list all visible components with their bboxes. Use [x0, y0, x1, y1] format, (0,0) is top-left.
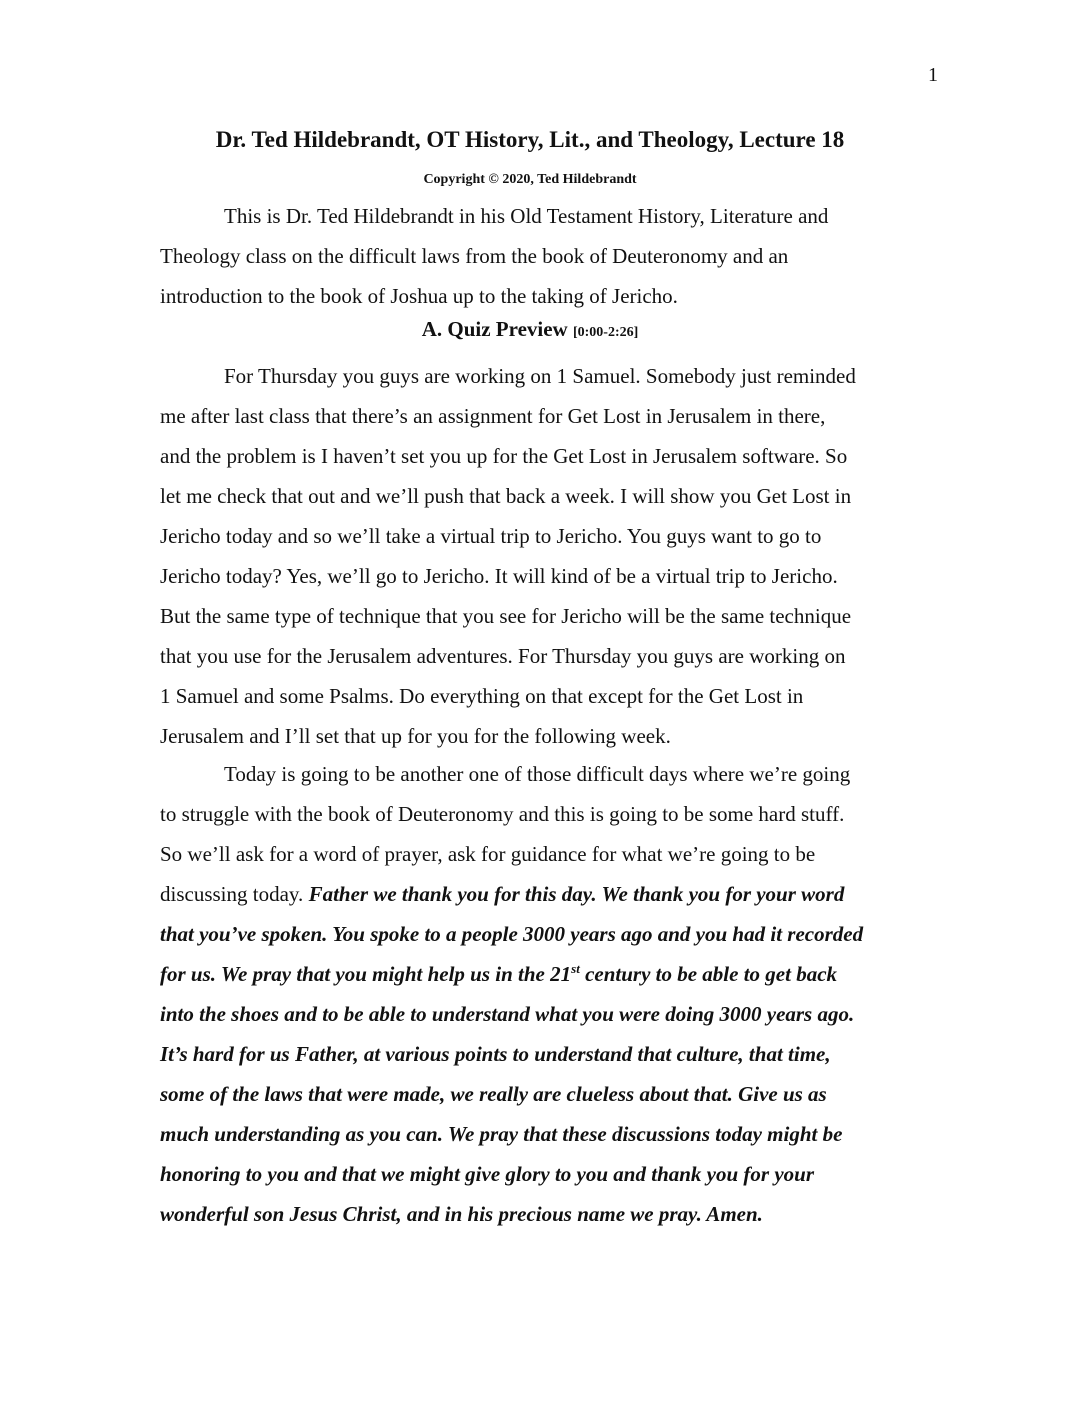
intro-line: introduction to the book of Joshua up to the taking of Jericho. [160, 284, 678, 308]
prayer-line: into the shoes and to be able to understand what you were doing 3000 years ago. [160, 1002, 855, 1026]
ordinal-superscript: st [571, 961, 580, 976]
prayer-line: It’s hard for us Father, at various points to understand that culture, that time, [160, 1042, 831, 1066]
copyright-line: Copyright © 2020, Ted Hildebrandt [423, 172, 637, 187]
intro-line: This is Dr. Ted Hildebrandt in his Old Testament History, Literature and [224, 204, 829, 228]
quiz-preview-paragraph [160, 356, 930, 756]
paragraph-line: 1 Samuel and some Psalms. Do everything on that except for the Get Lost in [160, 684, 804, 708]
plain-text: discussing today. [160, 882, 309, 906]
document-title: Dr. Ted Hildebrandt, OT History, Lit., and Theology, Lecture 18 [215, 127, 845, 152]
prayer-line: much understanding as you can. We pray that these discussions today might be [160, 1122, 843, 1146]
section-timestamp: [0:00-2:26] [572, 325, 639, 340]
section-heading [0, 317, 1060, 342]
paragraph-line: For Thursday you guys are working on 1 Samuel. Somebody just reminded [224, 364, 856, 388]
prayer-text: Father we thank you for this day. We thank you for your word [308, 882, 845, 906]
prayer-line [160, 954, 930, 994]
paragraph-line: to struggle with the book of Deuteronomy and this is going to be some hard stuff. [160, 802, 845, 826]
page-number: 1 [928, 64, 938, 86]
prayer-line: honoring to you and that we might give glory to you and thank you for your [160, 1162, 815, 1186]
paragraph-line: So we’ll ask for a word of prayer, ask for guidance for what we’re going to be [160, 842, 816, 866]
intro-line: Theology class on the difficult laws from the book of Deuteronomy and an [160, 244, 789, 268]
paragraph-line: Jericho today and so we’ll take a virtual trip to Jericho. You guys want to go to [160, 524, 822, 548]
prayer-line: some of the laws that were made, we really are clueless about that. Give us as [160, 1082, 827, 1106]
prayer-text: for us. We pray that you might help us in the 21 [160, 962, 572, 986]
paragraph-line: me after last class that there’s an assignment for Get Lost in Jerusalem in there, [160, 404, 826, 428]
paragraph-line: that you use for the Jerusalem adventures. For Thursday you guys are working on [160, 644, 846, 668]
prayer-text: century to be able to get back [579, 962, 838, 986]
prayer-line: wonderful son Jesus Christ, and in his precious name we pray. Amen. [160, 1202, 763, 1226]
paragraph-line [160, 874, 930, 914]
paragraph-line: let me check that out and we’ll push that back a week. I will show you Get Lost in [160, 484, 852, 508]
paragraph-line: Jericho today? Yes, we’ll go to Jericho. It will kind of be a virtual trip to Jericho. [160, 564, 838, 588]
prayer-paragraph [160, 754, 930, 1234]
prayer-line: that you’ve spoken. You spoke to a people 3000 years ago and you had it recorded [160, 922, 864, 946]
paragraph-line: But the same type of technique that you see for Jericho will be the same technique [160, 604, 852, 628]
section-heading-label: A. Quiz Preview [421, 317, 568, 341]
paragraph-line: and the problem is I haven’t set you up for the Get Lost in Jerusalem software. So [160, 444, 848, 468]
paragraph-line: Today is going to be another one of those difficult days where we’re going [224, 762, 851, 786]
paragraph-line: Jerusalem and I’ll set that up for you for the following week. [160, 724, 671, 748]
intro-paragraph [160, 196, 930, 316]
